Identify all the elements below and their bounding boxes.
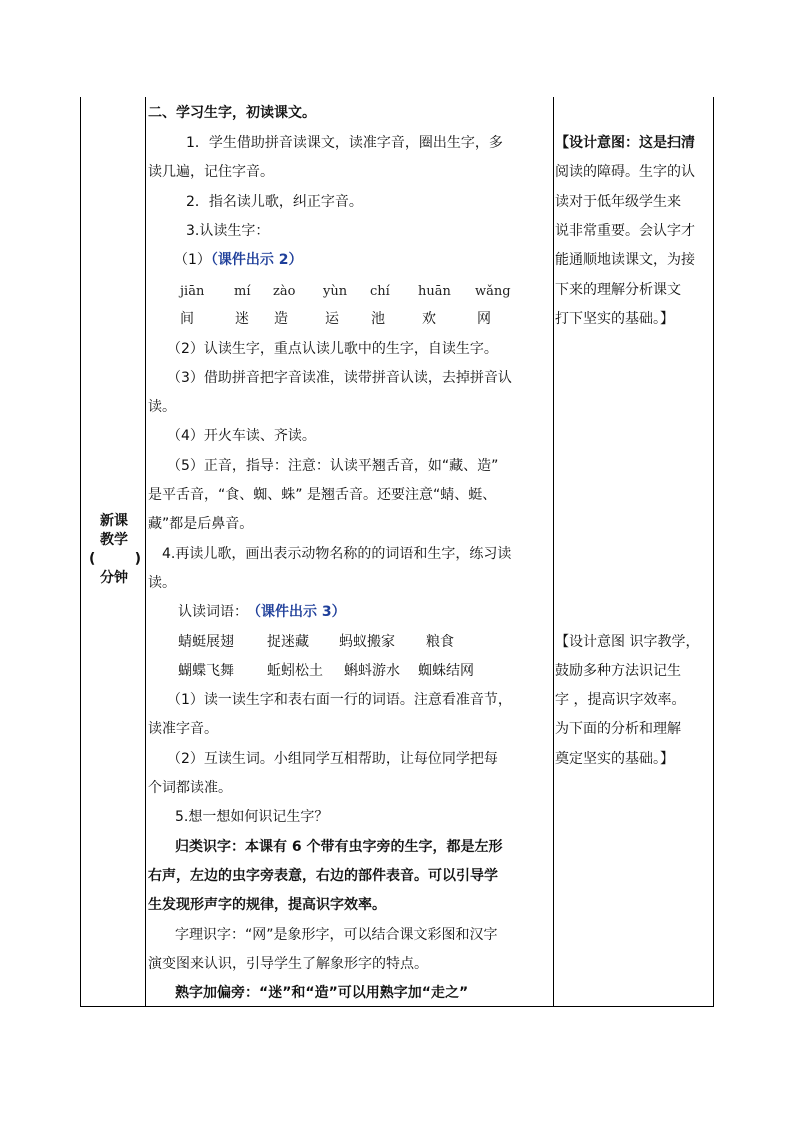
char-4: 运 (325, 311, 339, 327)
step-3-5-a: （5）正音，指导：注意：认读平翘舌音，如“藏、造” (167, 458, 499, 474)
section-label (85, 512, 143, 588)
word-1-1: 蜻蜓展翅 (178, 634, 234, 650)
word-2-4: 蜘蛛结网 (418, 663, 474, 679)
step-2: 2．指名读儿歌，纠正字音。 (186, 194, 363, 210)
design-note-1-line-3: 读对于低年级学生来 (555, 194, 681, 210)
pinyin-4: yùn (323, 284, 348, 299)
words-step-1-b: 读准字音。 (148, 721, 218, 737)
pinyin-5: chí (370, 284, 390, 299)
step-3: 3.认读生字： (186, 223, 270, 239)
step-3-5-c: 藏”都是后鼻音。 (148, 516, 254, 532)
words-step-2-b: 个词都读准。 (148, 780, 232, 796)
section-label-line1: 新课 (100, 513, 128, 529)
radical-note: 熟字加偏旁：“迷”和“造”可以用熟字加“走之” (175, 985, 469, 1001)
words-heading (178, 603, 346, 622)
design-note-2-line-2: 鼓励多种方法识记生 (555, 663, 681, 679)
design-note-2-line-3-text: 字 ，提高识字效率。 (555, 692, 686, 708)
courseware-note-2: （课件出示 2） (210, 252, 303, 268)
section-heading: 二、学习生字，初读课文。 (148, 105, 316, 121)
section-label-line2: 教学 (100, 532, 128, 548)
table-left-border (80, 97, 81, 1007)
pinyin-1: jiān (180, 284, 205, 299)
step-4-b: 读。 (148, 575, 176, 591)
word-2-3: 蝌蚪游水 (344, 663, 400, 679)
design-note-2-line-1: 【设计意图 识字教学， (555, 634, 700, 650)
courseware-note-3: （课件出示 3） (254, 604, 346, 620)
table-col-divider-2 (553, 97, 554, 1007)
step-4-a: 4.再读儿歌，画出表示动物名称的的词语和生字，练习读 (162, 546, 512, 562)
char-1: 间 (180, 311, 194, 327)
word-1-4: 粮食 (426, 634, 454, 650)
classify-c: 生发现形声字的规律，提高识字效率。 (148, 897, 386, 913)
step-3-3-a: （3）借助拼音把字音读准，读带拼音认读，去掉拼音认 (167, 370, 512, 386)
table-right-border (713, 97, 714, 1007)
step-3-4: （4）开火车读、齐读。 (167, 428, 316, 444)
design-note-1-line-7: 打下坚实的基础。】 (555, 311, 674, 327)
step-1-line-a: 1．学生借助拼音读课文，读准字音，圈出生字，多 (186, 135, 503, 151)
step-3-2: （2）认读生字，重点认读儿歌中的生字，自读生字。 (167, 341, 498, 357)
words-step-1-a: （1）读一读生字和表右面一行的词语。注意看准音节， (167, 692, 512, 708)
design-note-1-line-5: 能通顺地读课文，为接 (555, 252, 695, 268)
word-1-2: 捉迷藏 (267, 634, 309, 650)
step-1-line-b: 读几遍，记住字音。 (148, 164, 274, 180)
design-note-2-line-5: 奠定坚实的基础。】 (555, 751, 674, 767)
step-3-3-b: 读。 (148, 399, 176, 415)
word-1-3: 蚂蚁搬家 (339, 634, 395, 650)
pinyin-7: wǎng (475, 284, 511, 299)
logic-a: 字理识字：“网”是象形字，可以结合课文彩图和汉字 (175, 927, 498, 943)
char-2: 迷 (235, 311, 249, 327)
step-3-1-num: （1） (174, 252, 211, 268)
paren-open: ( (89, 551, 96, 567)
char-6: 欢 (422, 311, 436, 327)
paren-close: ) (134, 551, 141, 567)
char-3: 造 (274, 311, 288, 327)
words-label: 认读词语： (178, 604, 248, 620)
words-step-2-a: （2）互读生词。小组同学互相帮助，让每位同学把每 (167, 751, 498, 767)
word-2-2: 蚯蚓松土 (267, 663, 323, 679)
table-col-divider-1 (145, 97, 146, 1007)
step-3-5-b: 是平舌音，“食、蜘、蛛” 是翘舌音。还要注意“蜻、蜓、 (148, 487, 497, 503)
logic-b: 演变图来认识，引导学生了解象形字的特点。 (148, 956, 428, 972)
design-note-1-line-4: 说非常重要。会认字才 (555, 223, 695, 239)
design-note-1-line-1: 【设计意图：这是扫清 (555, 135, 695, 151)
pinyin-3: zào (273, 284, 296, 299)
step-5: 5.想一想如何识记生字？ (175, 809, 329, 825)
step-3-1 (174, 251, 303, 270)
char-5: 池 (371, 311, 385, 327)
design-note-1-line-6: 下来的理解分析课文 (555, 282, 681, 298)
design-note-2-line-4: 为下面的分析和理解 (555, 721, 681, 737)
classify-b: 右声，左边的虫字旁表意，右边的部件表音。可以引导学 (148, 868, 498, 884)
word-2-1: 蝴蝶飞舞 (178, 663, 234, 679)
classify-a: 归类识字：本课有 6 个带有虫字旁的生字，都是左形 (175, 839, 503, 855)
char-7: 网 (477, 311, 491, 327)
table-bottom-border (80, 1006, 714, 1007)
pinyin-6: huān (418, 284, 451, 299)
section-label-line4: 分钟 (100, 570, 128, 586)
design-note-2-line-3 (555, 691, 685, 710)
pinyin-2: mí (234, 284, 251, 299)
design-note-1-line-2: 阅读的障碍。生字的认 (555, 164, 695, 180)
